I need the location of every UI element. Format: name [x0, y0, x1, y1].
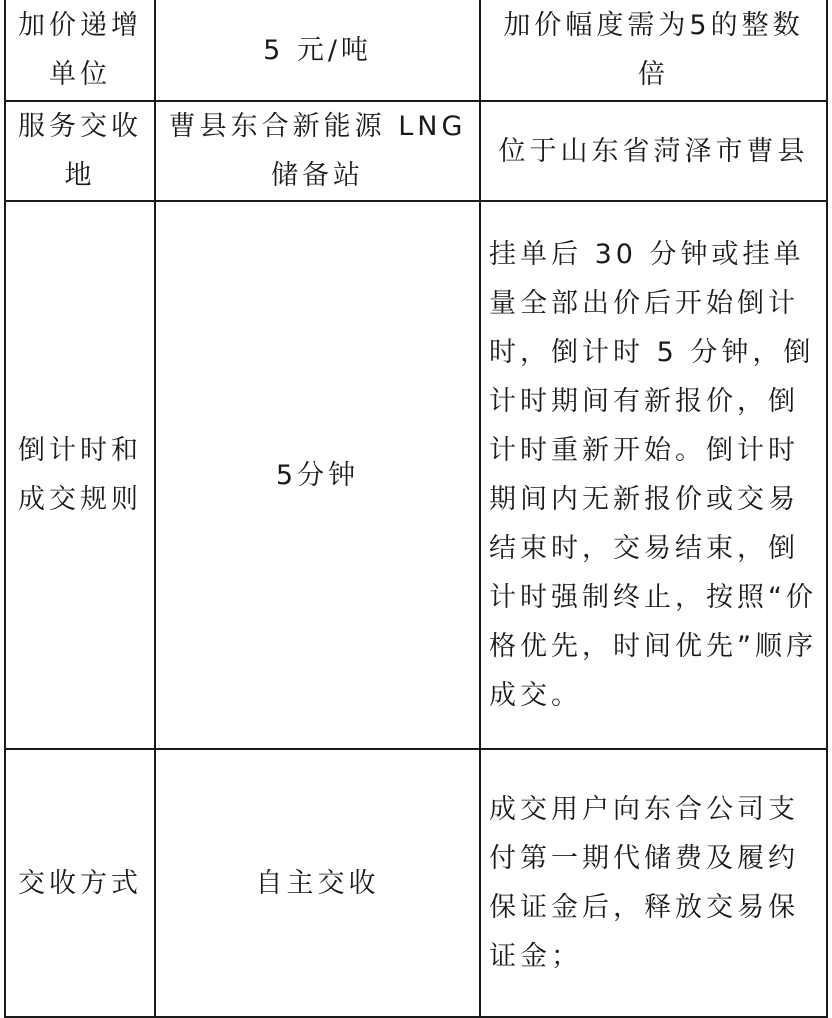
table-row	[5, 0, 827, 101]
row-label: 倒计时和成交规则	[5, 201, 155, 749]
row-value: 5分钟	[155, 201, 480, 749]
row-note: 挂单后 30 分钟或挂单量全部出价后开始倒计时，倒计时 5 分钟，倒计时期间有新报价，倒计时重新开始。倒计时期间内无新报价或交易结束时，交易结束，倒计时强制终止，按照“价格优先，时间优先”顺序成交。	[480, 201, 827, 749]
row-label: 交收方式	[5, 749, 155, 1017]
row-label: 加价递增单位	[5, 0, 155, 101]
trading-rules-table	[4, 0, 828, 1018]
row-note: 成交用户向东合公司支付第一期代储费及履约保证金后，释放交易保证金；	[480, 749, 827, 1017]
row-label: 服务交收地	[5, 101, 155, 201]
table-row	[5, 749, 827, 1017]
row-value: 自主交收	[155, 749, 480, 1017]
row-note: 加价幅度需为5的整数倍	[480, 0, 827, 101]
table-row	[5, 101, 827, 201]
row-note: 位于山东省菏泽市曹县	[480, 101, 827, 201]
row-value: 5 元/吨	[155, 0, 480, 101]
row-value: 曹县东合新能源 LNG 储备站	[155, 101, 480, 201]
table-row	[5, 201, 827, 749]
